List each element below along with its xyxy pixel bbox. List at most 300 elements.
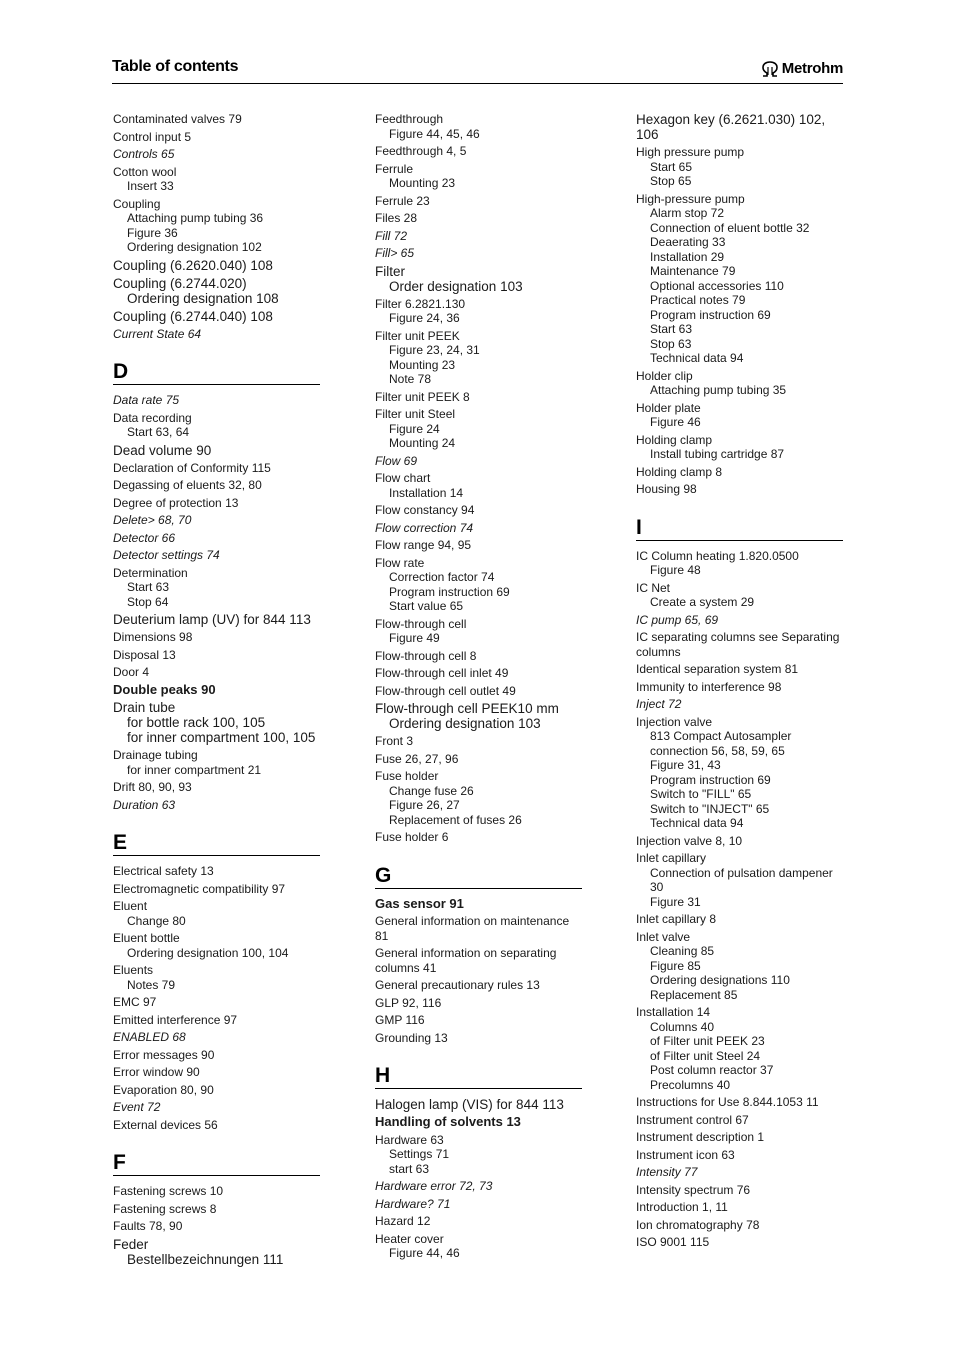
index-subterm: for inner compartment 21 [127,762,262,777]
index-entry [375,211,585,226]
index-term: IC separating columns see Separating columns [636,630,840,659]
index-subterm: Mounting 23 [389,357,456,372]
index-term: Immunity to interference 98 [636,679,782,694]
index-entry [636,662,846,677]
index-entry [375,1179,585,1194]
index-subterm: Figure 31 [650,894,701,909]
index-subterm: Precolumns 40 [650,1077,731,1092]
index-subterm: Figure 31, 43 [650,758,721,772]
index-entry [113,700,323,745]
index-term: Delete> 68, 70 [113,513,192,527]
index-term: Housing 98 [636,482,697,496]
index-entry [375,830,585,845]
index-subterm: Switch to "FILL" 65 [650,787,752,801]
index-entry [113,548,323,563]
index-entry [636,482,846,497]
index-subterm: for bottle rack 100, 105 [127,715,266,730]
index-subterm: Change fuse 26 [389,783,474,798]
index-entry [375,112,585,141]
index-entry [113,648,323,663]
index-entry [375,194,585,209]
index-subterm: Installation 29 [650,249,725,264]
index-term: Error messages 90 [113,1047,215,1062]
index-term: Fill> 65 [375,246,415,260]
index-subterm: Start 63 [127,580,170,594]
index-entry [636,1113,846,1128]
index-entry [375,978,585,993]
index-entry [113,1030,323,1045]
index-entry [113,165,323,194]
index-subterm: Columns 40 [650,1019,715,1034]
index-entry [113,309,323,324]
index-subterm: Maintenance 79 [650,264,736,278]
index-term: Holder clip [636,368,693,383]
index-subterm: 813 Compact Autosampler connection 56, 58, 59, 65 [650,729,792,758]
index-term: IC Net [636,580,671,595]
index-subterm: Figure 46 [650,415,701,429]
index-term: Hazard 12 [375,1214,431,1228]
index-subterm: Figure 23, 24, 31 [389,343,480,357]
index-subterm: Figure 24, 36 [389,311,460,325]
index-subterm: Program instruction 69 [650,307,771,322]
index-term: Flow constancy 94 [375,503,475,517]
index-entry [113,393,323,408]
index-entry [375,897,585,912]
index-term: Error window 90 [113,1065,200,1079]
section-letter: F [113,1152,320,1176]
index-subterm: Technical data 94 [650,351,744,365]
index-entry [375,914,585,943]
index-term: ISO 9001 115 [636,1235,710,1249]
index-subterm: of Filter unit Steel 24 [650,1048,761,1063]
index-entry [636,433,846,462]
index-term: General information on separating columns 41 [375,946,557,975]
index-entry [375,297,585,326]
index-entry [636,112,846,142]
index-entry [375,946,585,975]
index-term: Filter unit Steel [375,407,456,421]
index-term: Hardware error 72, 73 [375,1179,493,1193]
index-entry [375,390,585,405]
index-term: Faults 78, 90 [113,1219,183,1233]
index-entry [375,329,585,387]
index-entry [636,697,846,712]
index-term: Hardware? 71 [375,1196,451,1211]
index-subterm: Note 78 [389,372,432,386]
index-term: General information on maintenance 81 [375,914,570,943]
index-subterm: Figure 44, 46 [389,1246,460,1260]
index-entry [375,734,585,749]
index-subterm: Order designation 103 [389,278,523,294]
index-entry [375,684,585,699]
index-entry [375,617,585,646]
index-subterm: Post column reactor 37 [650,1063,774,1077]
index-term: Instrument description 1 [636,1130,765,1144]
index-term: General precautionary rules 13 [375,978,540,992]
index-subterm: Attaching pump tubing 35 [650,383,787,397]
index-term: Drainage tubing [113,748,198,762]
index-term: Injection valve [636,714,713,729]
index-term: Heater cover [375,1231,444,1246]
index-entry [113,147,323,162]
index-entry [375,471,585,500]
index-subterm: Figure 44, 45, 46 [389,126,480,141]
index-term: Drain tube [113,700,176,715]
index-term: Emitted interference 97 [113,1012,238,1027]
index-subterm: Start 63, 64 [127,425,190,439]
index-entry [113,130,323,145]
index-subterm: Install tubing cartridge 87 [650,447,785,461]
index-term: Filter 6.2821.130 [375,296,466,311]
index-term: Installation 14 [636,1005,711,1019]
index-entry [375,1097,585,1112]
index-entry [636,613,846,628]
brand-name: Metrohm [781,60,843,77]
index-term: Hardware 63 [375,1132,444,1147]
index-term: Controls 65 [113,147,175,161]
index-term: Front 3 [375,734,414,748]
index-entry [113,1118,323,1133]
index-subterm: Alarm stop 72 [650,206,725,220]
index-entry [636,1148,846,1163]
index-subterm: Connection of pulsation dampener 30 [650,865,833,894]
index-term: Inject 72 [636,697,682,711]
index-entry [636,192,846,366]
index-subterm: Create a system 29 [650,595,755,609]
index-entry [375,407,585,451]
index-term: Detector settings 74 [113,548,220,562]
index-entry [375,454,585,469]
index-entry [375,246,585,261]
index-subterm: Stop 64 [127,594,169,609]
index-entry [636,1130,846,1145]
index-entry [375,769,585,827]
index-entry [375,1232,585,1261]
index-subterm: Figure 26, 27 [389,798,460,812]
index-entry [113,683,323,698]
index-entry [375,1031,585,1046]
index-subterm: Cleaning 85 [650,944,715,958]
index-entry [636,549,846,578]
index-entry [636,834,846,849]
index-entry [113,1048,323,1063]
index-term: Cotton wool [113,164,177,179]
index-entry [375,649,585,664]
index-term: Flow rate [375,555,425,570]
index-entry [113,1202,323,1217]
index-term: Inlet valve [636,929,691,944]
index-entry [113,798,323,813]
index-column-2 [375,112,585,1264]
index-subterm: Replacement of fuses 26 [389,812,522,827]
index-entry [375,1214,585,1229]
index-term: Holder plate [636,400,701,415]
index-subterm: Start value 65 [389,599,464,613]
index-term: Instructions for Use 8.844.1053 11 [636,1095,819,1109]
index-entry [113,1219,323,1234]
index-term: Event 72 [113,1100,161,1114]
index-term: Flow-through cell [375,616,467,631]
index-entry [113,327,323,342]
index-entry [113,496,323,511]
index-entry [636,912,846,927]
index-entry [113,443,323,458]
section-letter: E [113,832,320,856]
index-term: Eluent [113,899,148,913]
index-term: Fill 72 [375,228,408,243]
index-subterm: Bestellbezeichnungen 111 [127,1251,284,1267]
index-term: High-pressure pump [636,191,745,206]
index-subterm: Insert 33 [127,179,174,193]
section-letter: G [375,865,582,889]
index-entry [636,1218,846,1233]
index-term: Coupling (6.2744.020) [113,275,247,291]
index-term: Inlet capillary [636,851,707,865]
index-entry [375,538,585,553]
index-term: EMC 97 [113,995,157,1009]
index-term: ENABLED 68 [113,1030,186,1044]
index-entry [375,701,585,731]
index-entry [636,1235,846,1250]
index-term: Injection valve 8, 10 [636,833,743,848]
index-entry [113,1100,323,1115]
index-subterm: Figure 36 [127,225,178,240]
index-entry [113,931,323,960]
page-title: Table of contents [112,58,239,75]
index-entry [113,899,323,928]
index-entry [113,531,323,546]
index-term: Fuse holder 6 [375,830,449,844]
index-entry [636,930,846,1003]
index-term: Detector 66 [113,530,176,545]
index-subterm: Change 80 [127,913,186,928]
index-subterm: Stop 65 [650,174,692,188]
index-subterm: Optional accessories 110 [650,278,784,293]
index-subterm: of Filter unit PEEK 23 [650,1034,765,1048]
omega-logo-icon [760,61,780,77]
index-subterm: Stop 63 [650,336,692,351]
index-term: Determination [113,565,188,580]
index-term: Fuse 26, 27, 96 [375,751,459,766]
index-term: Halogen lamp (VIS) for 844 113 [375,1097,564,1112]
index-term: Intensity 77 [636,1165,698,1179]
section-letter: I [636,517,843,541]
index-subterm: Program instruction 69 [389,584,510,599]
index-term: Duration 63 [113,797,176,812]
index-entry [636,1183,846,1198]
index-entry [375,556,585,614]
index-entry [113,963,323,992]
index-term: Filter [375,263,405,279]
index-term: Intensity spectrum 76 [636,1182,751,1197]
index-entry [113,478,323,493]
index-term: Fastening screws 8 [113,1201,217,1216]
index-entry [636,1095,846,1110]
index-term: Electrical safety 13 [113,864,214,878]
index-term: Filter unit PEEK 8 [375,389,470,404]
index-subterm: Program instruction 69 [650,772,771,787]
index-term: Ferrule 23 [375,193,430,208]
index-entry [636,465,846,480]
index-term: Disposal 13 [113,647,176,662]
index-term: Coupling (6.2744.040) 108 [113,308,273,324]
index-term: Holding clamp 8 [636,464,723,479]
index-entry [113,513,323,528]
index-subterm: Settings 71 [389,1147,450,1161]
index-entry [375,162,585,191]
page-header [112,56,843,84]
index-term: Instrument icon 63 [636,1147,735,1162]
index-term: Deuterium lamp (UV) for 844 113 [113,612,311,627]
index-entry [636,581,846,610]
index-entry [375,1013,585,1028]
index-subterm: Ordering designation 108 [127,290,279,306]
index-term: Grounding 13 [375,1030,448,1045]
index-term: Flow range 94, 95 [375,538,472,552]
index-entry [636,1005,846,1092]
index-entry [113,566,323,610]
index-entry [636,145,846,189]
index-entry [113,112,323,127]
index-term: Flow 69 [375,453,418,468]
index-term: Fuse holder [375,769,439,783]
index-entry [375,503,585,518]
index-subterm: Installation 14 [389,485,464,500]
index-entry [375,996,585,1011]
index-subterm: Figure 85 [650,958,701,973]
index-entry [113,780,323,795]
index-term: Double peaks 90 [113,681,216,697]
index-term: Degassing of eluents 32, 80 [113,478,262,492]
index-subterm: Replacement 85 [650,987,738,1002]
index-term: Dimensions 98 [113,630,193,644]
index-subterm: Correction factor 74 [389,570,495,584]
index-term: Feder [113,1236,149,1252]
index-subterm: Figure 24 [389,421,440,436]
index-entry [636,1165,846,1180]
index-term: Ion chromatography 78 [636,1217,760,1232]
index-subterm: Deaerating 33 [650,235,726,249]
index-term: Contaminated valves 79 [113,112,242,126]
index-entry [636,851,846,909]
index-entry [113,1013,323,1028]
index-term: Filter unit PEEK [375,328,460,343]
index-entry [113,864,323,879]
index-subterm: start 63 [389,1161,430,1176]
index-term: Declaration of Conformity 115 [113,460,271,475]
index-entry [375,264,585,294]
index-entry [113,882,323,897]
index-term: IC pump 65, 69 [636,612,719,627]
index-entry [375,144,585,159]
index-entry [636,715,846,831]
index-term: Flow chart [375,471,431,485]
index-subterm: Ordering designations 110 [650,973,790,987]
index-subterm: Mounting 24 [389,436,456,450]
index-term: Data recording [113,410,192,425]
index-term: Instrument control 67 [636,1112,749,1127]
index-term: Identical separation system 81 [636,662,799,676]
index-entry [636,401,846,430]
index-entry [113,258,323,273]
index-term: Drift 80, 90, 93 [113,780,192,794]
index-term: Electromagnetic compatibility 97 [113,881,286,896]
index-entry [375,1115,585,1130]
index-term: Dead volume 90 [113,442,212,458]
index-term: Evaporation 80, 90 [113,1082,214,1097]
index-subterm: Practical notes 79 [650,293,746,307]
index-subterm: Ordering designation 100, 104 [127,945,289,960]
index-entry [113,1184,323,1199]
index-entry [113,197,323,255]
index-term: Ferrule [375,161,414,176]
index-entry [375,1197,585,1212]
index-subterm: Figure 48 [650,563,701,577]
index-term: GMP 116 [375,1013,425,1027]
index-term: Door 4 [113,665,150,679]
index-term: Eluent bottle [113,931,180,945]
index-entry [113,612,323,627]
index-term: Flow-through cell 8 [375,648,477,663]
index-term: Fastening screws 10 [113,1184,224,1198]
index-entry [636,680,846,695]
index-term: IC Column heating 1.820.0500 [636,548,799,563]
index-subterm: Attaching pump tubing 36 [127,211,264,225]
index-term: Files 28 [375,211,418,225]
index-term: GLP 92, 116 [375,995,442,1010]
index-term: Eluents [113,963,154,977]
index-term: Introduction 1, 11 [636,1200,728,1214]
index-term: Flow-through cell inlet 49 [375,666,509,680]
index-entry [113,665,323,680]
index-term: Data rate 75 [113,393,180,407]
index-entry [113,461,323,476]
index-entry [375,1133,585,1177]
index-term: Feedthrough 4, 5 [375,144,467,158]
index-entry [113,1083,323,1098]
index-entry [375,666,585,681]
index-subterm: Start 63 [650,322,693,336]
index-subterm: Connection of eluent bottle 32 [650,220,810,235]
index-term: Inlet capillary 8 [636,912,717,926]
index-entry [113,1237,323,1267]
section-letter: D [113,361,320,385]
index-entry [375,521,585,536]
index-term: Feedthrough [375,112,444,126]
index-entry [636,630,846,659]
index-term: High pressure pump [636,145,745,159]
index-subterm: Ordering designation 103 [389,716,541,731]
index-entry [113,995,323,1010]
brand-logo [760,60,843,77]
index-column-3 [636,112,846,1253]
index-subterm: Mounting 23 [389,176,456,190]
index-term: Coupling (6.2620.040) 108 [113,257,273,273]
index-subterm: Notes 79 [127,977,176,992]
index-term: Degree of protection 13 [113,495,239,510]
index-entry [113,630,323,645]
index-term: Hexagon key (6.2621.030) 102, 106 [636,112,826,142]
index-entry [375,229,585,244]
index-term: Flow-through cell outlet 49 [375,683,516,698]
index-entry [636,1200,846,1215]
index-term: External devices 56 [113,1117,218,1132]
index-term: Flow correction 74 [375,520,474,535]
index-subterm: Start 65 [650,159,693,174]
index-entry [113,411,323,440]
index-entry [636,369,846,398]
index-entry [113,748,323,777]
